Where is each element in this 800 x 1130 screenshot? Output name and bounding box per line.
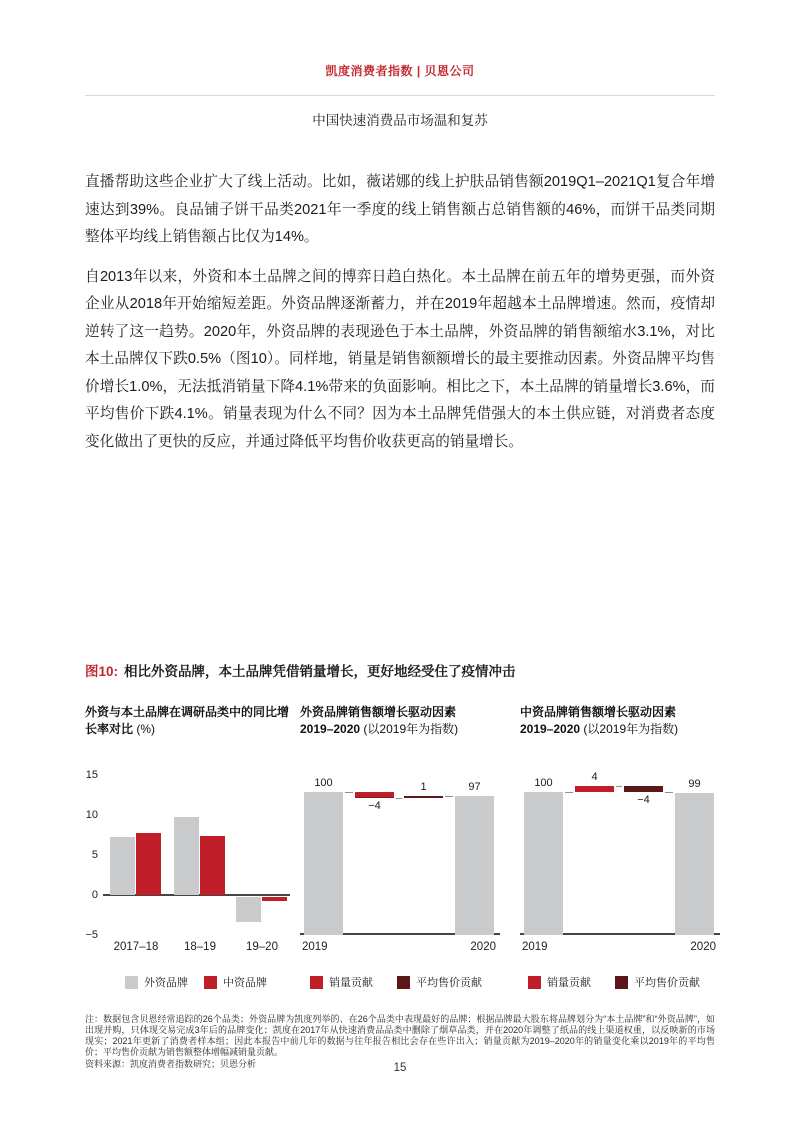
chart-title-index-note: (以2019年为指数) (583, 722, 679, 736)
bar-total-2020 (455, 796, 494, 935)
bar-value-label: 100 (314, 777, 333, 789)
connector-line (665, 792, 673, 793)
chart-title-bold: 中资品牌销售额增长驱动因素 (520, 705, 677, 719)
y-tick-label: 15 (85, 769, 98, 781)
legend-item (528, 974, 591, 990)
brand-header: 凯度消费者指数 | 贝恩公司 (325, 64, 475, 78)
bar-value-label: 97 (468, 781, 481, 794)
chart-title-years: 2019–2020 (300, 722, 361, 736)
x-axis-labels (103, 941, 300, 957)
waterfall-chart (300, 775, 520, 957)
y-tick-label: −5 (85, 929, 98, 941)
chart-title (300, 704, 520, 740)
y-tick-label: 5 (91, 849, 98, 861)
legend-swatch (310, 976, 323, 989)
legend-item (204, 974, 267, 990)
header-divider (85, 95, 715, 96)
plot-area (300, 775, 500, 935)
legend-swatch (615, 976, 628, 989)
y-tick-label: 10 (85, 809, 98, 821)
bar-value-label: 4 (591, 771, 598, 784)
page-number: 15 (393, 1062, 407, 1074)
chart-foreign-waterfall (300, 704, 520, 990)
bar-chart (85, 769, 300, 957)
legend-swatch (125, 976, 138, 989)
plot-area (520, 771, 720, 935)
chart-legend (310, 974, 520, 990)
bar-volume-contribution (355, 792, 394, 798)
chart-title-years: 2019–2020 (520, 722, 581, 736)
chart-title (520, 704, 715, 740)
connector-line (396, 798, 402, 799)
x-tick-label: 2019 (522, 941, 548, 953)
legend-item (615, 974, 700, 990)
bar-price-contribution (404, 796, 443, 798)
bar-value-label: 1 (420, 781, 427, 794)
charts-row (85, 704, 715, 990)
chart-title-bold: 外资品牌销售额增长驱动因素 (300, 705, 457, 719)
connector-line (345, 792, 353, 793)
bar-total-2019 (524, 792, 563, 935)
bar-value-label: −4 (637, 794, 650, 806)
chart-legend (528, 974, 715, 990)
x-axis-labels (520, 941, 720, 957)
x-tick-label: 2019 (302, 941, 328, 953)
figure-number-label: 图10: (85, 664, 119, 679)
footnote-note: 注：数据包含贝恩经常追踪的26个品类；外资品牌为凯度列举的、在26个品类中表现最好的品牌；根据品牌最大股东将品牌划分为“本土品牌”和“外资品牌”，如出现并购，只体现交易完成3年后的品牌变化；凯度在2017年从快速消费品品类中删除了烟草品类，并在2020年调整了纸品的线上渠道权重，以反映新的市场现实；2021年更新了消费者样本组；因此本报告中前几年的数据与往年报告相比会存在些许出入；销量贡献为2019–2020年的销量变化乘以2019年的平均售价；平均售价贡献为销售额整体增幅减销量贡献。 (85, 1014, 715, 1057)
chart-foreign-vs-local-growth (85, 704, 300, 990)
bar-value-label: 99 (688, 778, 701, 791)
legend-label: 销量贡献 (547, 977, 591, 989)
x-tick-label: 19–20 (246, 941, 278, 953)
footnote-source: 资料来源：凯度消费者指数研究；贝恩分析 (85, 1059, 257, 1069)
legend-item (125, 974, 188, 990)
legend-swatch (397, 976, 410, 989)
bar-foreign (174, 817, 199, 895)
chart-title-bold: 外资与本土品牌在调研品类中的同比增长率对比 (85, 705, 290, 736)
legend-label: 销量贡献 (329, 977, 373, 989)
bar-price-contribution (624, 786, 663, 792)
legend-item (310, 974, 373, 990)
body-paragraph-1: 直播帮助这些企业扩大了线上活动。比如，薇诺娜的线上护肤品销售额2019Q1–2021Q1复合年增速达到39%。良品铺子饼干品类2021年一季度的线上销售额占总销售额的46%，而饼干品类同期整体平均线上销售额占比仅为14%。 (85, 174, 715, 245)
x-tick-label: 2020 (470, 941, 496, 953)
y-axis (85, 769, 103, 941)
legend-swatch (204, 976, 217, 989)
connector-line (445, 796, 453, 797)
x-tick-label: 2020 (690, 941, 716, 953)
bar-value-label: 100 (534, 777, 553, 789)
connector-line (565, 792, 573, 793)
bar-volume-contribution (575, 786, 614, 792)
legend-label: 中资品牌 (223, 977, 267, 989)
legend-swatch (528, 976, 541, 989)
figure-caption-text: 相比外资品牌，本土品牌凭借销量增长，更好地经受住了疫情冲击 (124, 664, 516, 679)
x-tick-label: 2017–18 (113, 941, 159, 953)
body-paragraph-2: 自2013年以来，外资和本土品牌之间的博弈日趋白热化。本土品牌在前五年的增势更强，而外资企业从2018年开始缩短差距。外资品牌逐渐蓄力，并在2019年超越本土品牌增速。然而，疫情却逆转了这一趋势。2020年，外资品牌的表现逊色于本土品牌，外资品牌的销售额缩水3.1%，对比本土品牌仅下跌0.5%（图10）。同样地，销量是销售额额增长的最主要推动因素。外资品牌平均售价增长1.0%，无法抵消销量下降4.1%带来的负面影响。相比之下，本土品牌的销量增长3.6%，而平均售价下跌4.1%。销量表现为什么不同？因为本土品牌凭借强大的本土供应链，对消费者态度变化做出了更快的反应，并通过降低平均售价收获更高的销量增长。 (85, 268, 715, 450)
chart-title (85, 704, 300, 740)
plot-area (103, 775, 290, 935)
bar-foreign (236, 897, 261, 922)
chart-title-unit: (%) (136, 722, 156, 736)
legend-item (397, 974, 482, 990)
chart-local-waterfall (520, 704, 715, 990)
chart-title-index-note: (以2019年为指数) (363, 722, 459, 736)
x-axis-labels (300, 941, 500, 957)
bar-value-label: −4 (368, 799, 381, 812)
legend-label: 外资品牌 (144, 977, 188, 989)
bar-total-2020 (675, 793, 714, 935)
figure-caption (85, 660, 715, 680)
page-subtitle: 中国快速消费品市场温和复苏 (312, 113, 488, 128)
y-tick-label: 0 (91, 889, 98, 901)
bar-local (200, 836, 225, 895)
chart-legend (125, 974, 300, 990)
waterfall-chart (520, 771, 716, 957)
connector-line (616, 786, 622, 787)
legend-label: 平均售价贡献 (416, 977, 482, 989)
bar-local (262, 897, 287, 901)
bar-total-2019 (304, 792, 343, 935)
legend-label: 平均售价贡献 (634, 977, 700, 989)
bar-foreign (110, 837, 135, 895)
x-tick-label: 18–19 (184, 941, 216, 953)
bar-local (136, 833, 161, 895)
